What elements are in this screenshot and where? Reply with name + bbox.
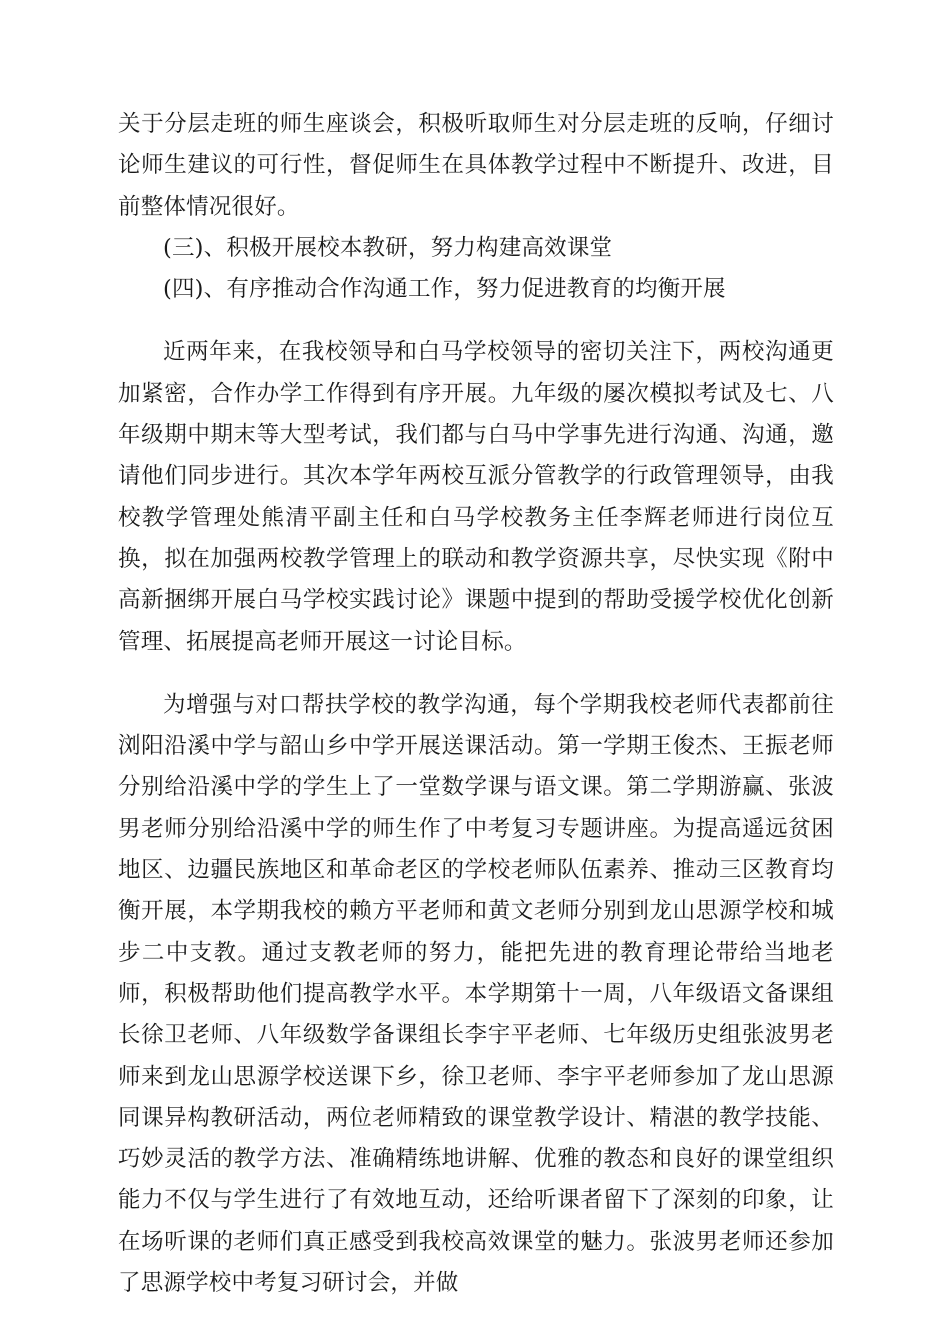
section-heading-4: (四)、有序推动合作沟通工作，努力促进教育的均衡开展 xyxy=(163,276,726,303)
paragraph-continuation: 关于分层走班的师生座谈会，积极听取师生对分层走班的反响，仔细讨论师生建议的可行性，督促师生在具体教学过程中不断提升、改进，目前整体情况很好。 xyxy=(118,111,834,220)
section-heading-3: (三)、积极开展校本教研，努力构建高效课堂 xyxy=(163,234,613,261)
document-page xyxy=(118,104,834,1304)
paragraph-cooperation: 近两年来，在我校领导和白马学校领导的密切关注下，两校沟通更加紧密，合作办学工作得到有序开展。九年级的屡次模拟考试及七、八年级期中期末等大型考试，我们都与白马中学事先进行沟通、沟通，邀请他们同步进行。其次本学年两校互派分管教学的行政管理领导，由我校教学管理处熊清平副主任和白马学校教务主任李辉老师进行岗位互换，拟在加强两校教学管理上的联动和教学资源共享，尽快实现《附中高新捆绑开展白马学校实践讨论》课题中提到的帮助受援学校优化创新管理、拓展提高老师开展这一讨论目标。 xyxy=(118,339,834,655)
paragraph-outreach: 为增强与对口帮扶学校的教学沟通，每个学期我校老师代表都前往浏阳沿溪中学与韶山乡中学开展送课活动。第一学期王俊杰、王振老师分别给沿溪中学的学生上了一堂数学课与语文课。第二学期游赢、张波男老师分别给沿溪中学的师生作了中考复习专题讲座。为提高遥远贫困地区、边疆民族地区和革命老区的学校老师队伍素养、推动三区教育均衡开展，本学期我校的赖方平老师和黄文老师分别到龙山思源学校和城步二中支教。通过支教老师的努力，能把先进的教育理论带给当地老师，积极帮助他们提高教学水平。本学期第十一周，八年级语文备课组长徐卫老师、八年级数学备课组长李宇平老师、七年级历史组张波男老师来到龙山思源学校送课下乡，徐卫老师、李宇平老师参加了龙山思源同课异构教研活动，两位老师精致的课堂教学设计、精湛的教学技能、巧妙灵活的教学方法、准确精练地讲解、优雅的教态和良好的课堂组织能力不仅与学生进行了有效地互动，还给听课者留下了深刻的印象，让在场听课的老师们真正感受到我校高效课堂的魅力。张波男老师还参加了思源学校中考复习研讨会，并做 xyxy=(118,691,834,1297)
